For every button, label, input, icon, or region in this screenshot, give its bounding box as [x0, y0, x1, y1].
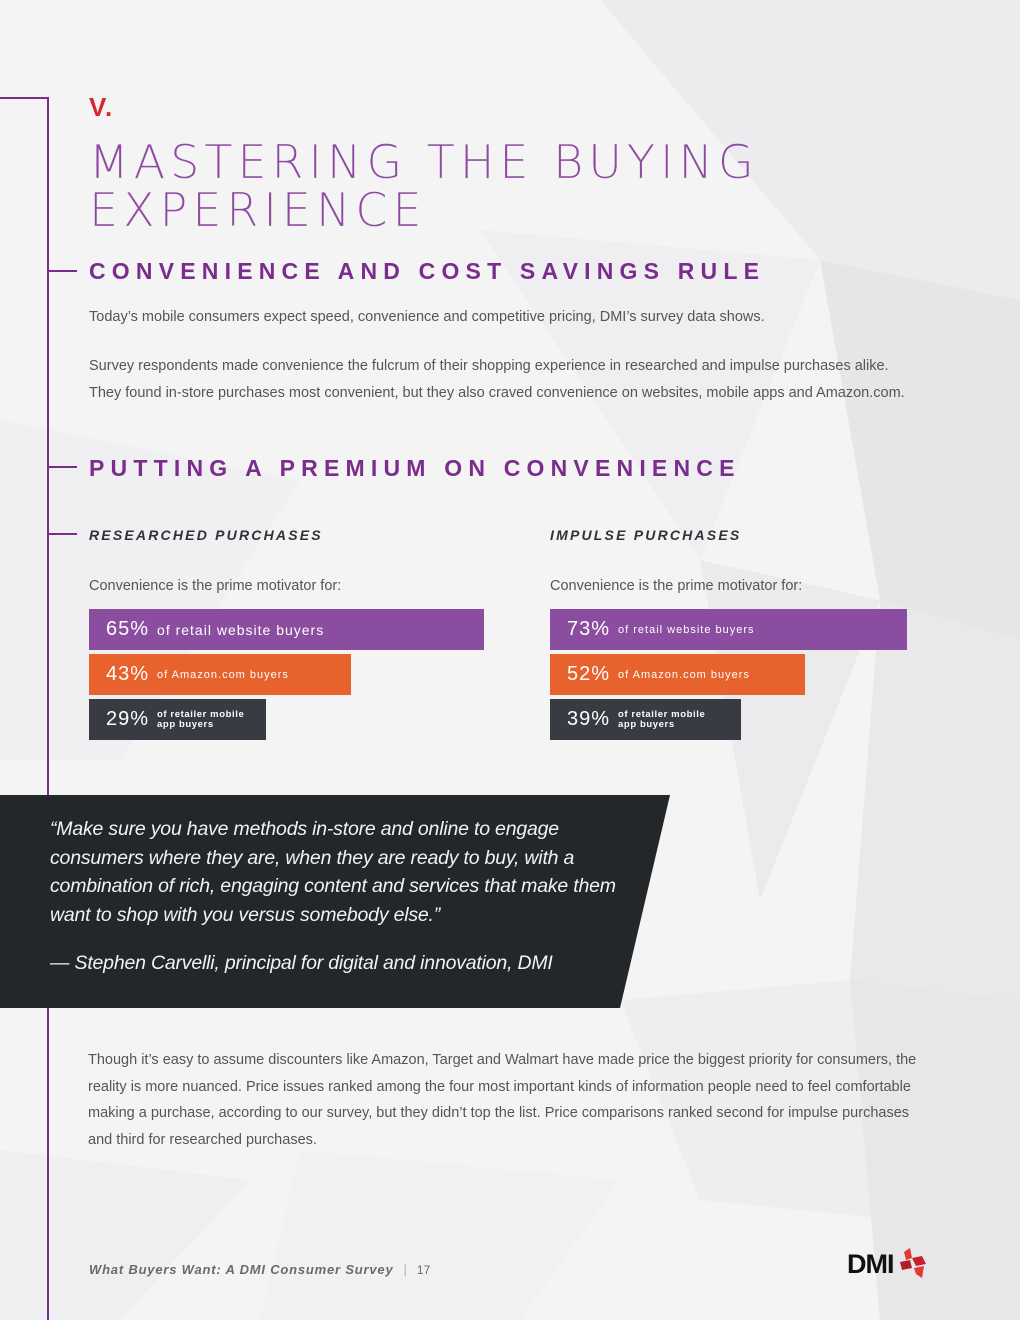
- logo-mark-icon: [896, 1248, 928, 1280]
- rule-tick-top: [0, 97, 49, 99]
- publication-title: What Buyers Want: A DMI Consumer Survey: [89, 1262, 394, 1277]
- pull-quote: “Make sure you have methods in-store and online to engage consumers where they are, when they are ready to buy, with a combination of rich, engaging content and services that make them want to shop with you versus somebody else.”: [50, 818, 616, 926]
- bar-label: of Amazon.com buyers: [618, 668, 750, 681]
- bar-percent: 52%: [567, 663, 611, 685]
- page-title: MASTERING THE BUYING EXPERIENCE: [89, 135, 759, 237]
- survey-paragraph: Survey respondents made convenience the fulcrum of their shopping experience in researched and impulse purchases alike. They found in-store purchases most convenient, but they also craved convenience on websites, mobile apps and Amazon.com.: [89, 358, 905, 401]
- page-number: 17: [416, 1263, 431, 1277]
- quote-attribution: — Stephen Carvelli, principal for digital and innovation, DMI: [50, 952, 553, 974]
- researched-bar-website: [89, 609, 484, 650]
- impulse-bar-mobile-app: [550, 699, 741, 740]
- researched-heading: RESEARCHED PURCHASES: [89, 527, 323, 543]
- bar-percent: 43%: [106, 663, 150, 685]
- footer-separator: |: [403, 1262, 407, 1277]
- bar-label: of retailer mobile app buyers: [618, 708, 706, 730]
- intro-paragraph: Today’s mobile consumers expect speed, convenience and competitive pricing, DMI’s survey data shows.: [89, 309, 765, 325]
- bar-label: of retail website buyers: [157, 621, 325, 638]
- impulse-bar-amazon: [550, 654, 805, 695]
- dmi-logo: [847, 1248, 928, 1280]
- bar-label: of retailer mobile app buyers: [157, 708, 245, 730]
- bar-percent: 39%: [567, 708, 611, 730]
- chapter-number: V.: [89, 92, 114, 122]
- closing-paragraph: Though it’s easy to assume discounters like Amazon, Target and Walmart have made price the biggest priority for consumers, the reality is more nuanced. Price issues ranked among the four most important kinds of information people need to feel comfortable making a purchase, according to our survey, but they didn’t top the list. Price comparisons ranked second for impulse purchases and third for researched purchases.: [88, 1052, 917, 1149]
- section-heading-premium: PUTTING A PREMIUM ON CONVENIENCE: [89, 455, 741, 481]
- rule-tick-researched: [49, 533, 77, 535]
- timeline-rule-lower: [47, 1008, 49, 1320]
- timeline-rule-upper: [47, 97, 49, 795]
- page-footer: [89, 1262, 430, 1277]
- bar-label: of retail website buyers: [618, 623, 755, 636]
- impulse-heading: IMPULSE PURCHASES: [550, 527, 742, 543]
- bar-percent: 73%: [567, 618, 611, 640]
- bar-percent: 65%: [106, 618, 150, 640]
- impulse-intro: Convenience is the prime motivator for:: [550, 578, 803, 594]
- logo-wordmark: DMI: [847, 1248, 894, 1279]
- rule-tick-section1: [49, 270, 77, 272]
- bar-label: of Amazon.com buyers: [157, 668, 289, 681]
- researched-bar-amazon: [89, 654, 351, 695]
- section-heading-convenience: CONVENIENCE AND COST SAVINGS RULE: [89, 258, 766, 284]
- researched-intro: Convenience is the prime motivator for:: [89, 578, 342, 594]
- bar-percent: 29%: [106, 708, 150, 730]
- researched-bar-mobile-app: [89, 699, 266, 740]
- impulse-bar-website: [550, 609, 907, 650]
- rule-tick-section2: [49, 466, 77, 468]
